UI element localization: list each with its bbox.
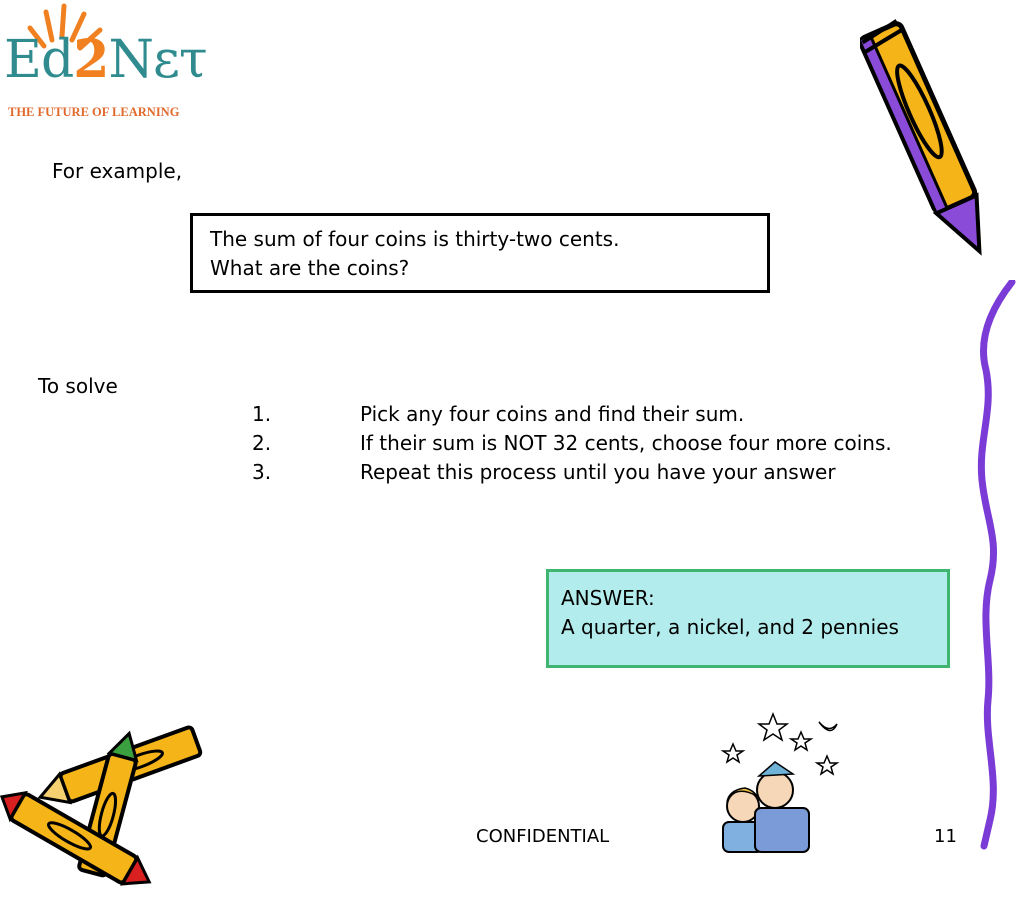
solve-label: To solve (38, 374, 118, 398)
step-number: 3. (252, 460, 272, 484)
logo-wordmark: Ed2Nετ (4, 29, 207, 90)
stargazing-couple-clipart-icon (715, 710, 845, 855)
intro-text: For example, (52, 159, 183, 183)
footer-confidential: CONFIDENTIAL (476, 826, 610, 847)
problem-box (190, 213, 770, 293)
step-number: 2. (252, 431, 272, 455)
step-text: If their sum is NOT 32 cents, choose four more coins. (360, 431, 892, 455)
logo-tagline: THE FUTURE OF LEARNING (8, 105, 180, 119)
problem-line-1: The sum of four coins is thirty-two cents. (210, 227, 620, 251)
crossed-pencils-clipart-icon (0, 725, 210, 895)
answer-box (546, 569, 950, 668)
step-text: Repeat this process until you have your answer (360, 460, 836, 484)
answer-text: A quarter, a nickel, and 2 pennies (561, 615, 899, 639)
ed2net-logo (0, 0, 230, 130)
pencil-clipart-icon (860, 10, 1000, 280)
page-number: 11 (934, 826, 957, 847)
problem-line-2: What are the coins? (210, 256, 410, 280)
answer-heading: ANSWER: (561, 586, 655, 610)
squiggle-border-icon (970, 280, 1024, 850)
step-number: 1. (252, 402, 272, 426)
step-text: Pick any four coins and find their sum. (360, 402, 745, 426)
